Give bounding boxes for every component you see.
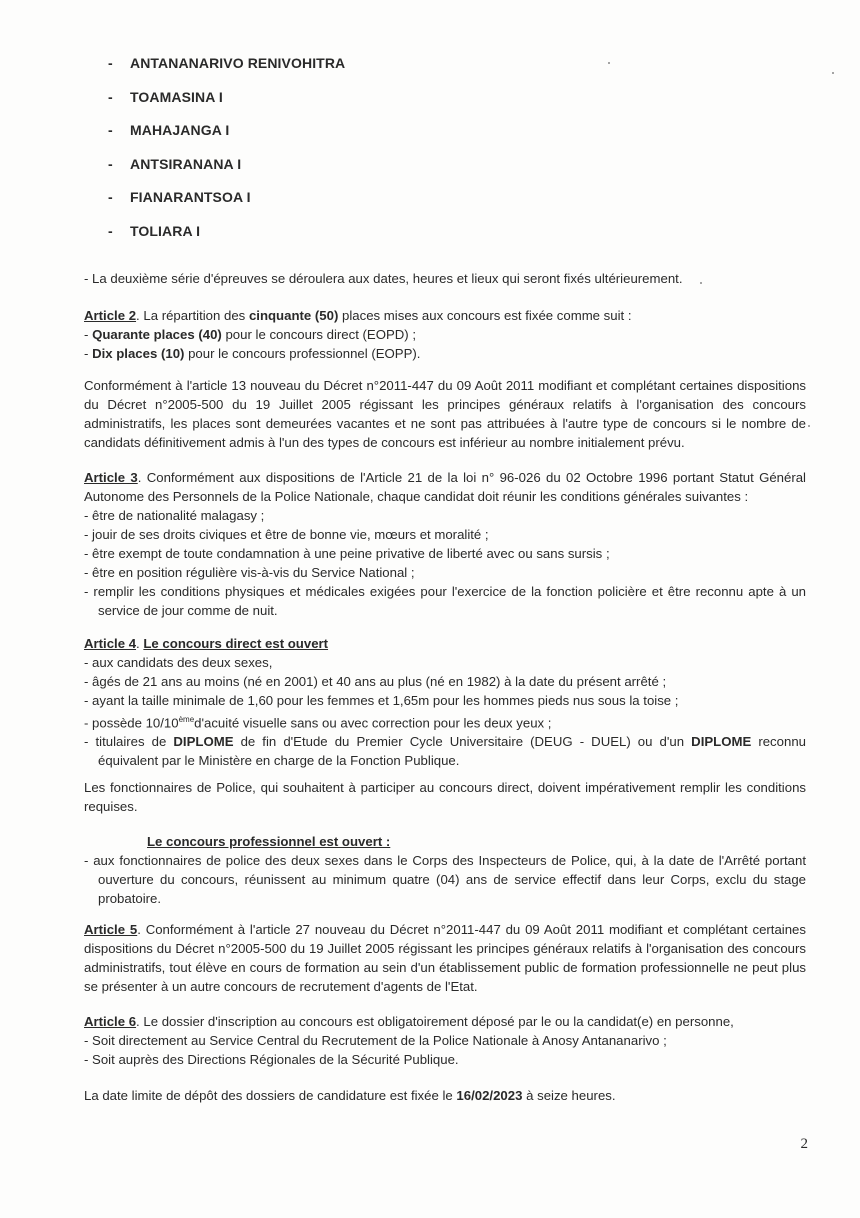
civil-servants-note: Les fonctionnaires de Police, qui souhaitent à participer au concours direct, doivent impérativement remplir les conditions requises. [84,780,806,814]
location-list [108,55,345,256]
location-item: - ANTANANARIVO RENIVOHITRA [108,55,346,71]
professional-competition [84,832,806,908]
deadline-line: La date limite de dépôt des dossiers de candidature est fixée le 16/02/2023 à seize heures. [84,1088,616,1103]
eligibility-item: - titulaires de DIPLOME de fin d'Etude du Premier Cycle Universitaire (DEUG - DUEL) ou d'un DIPLOME reconnu équivalent par le Ministère en charge de la Fonction Publique. [84,734,806,769]
article-4-label: Article 4 [84,636,137,651]
page-number: 2 [800,1136,808,1152]
paragraph-vacancies: Conformément à l'article 13 nouveau du Décret n°2011-447 du 09 Août 2011 modifiant et complétant certaines dispositions du Décret n°2005-500 du 19 Juillet 2005 régissant les principes généraux relatifs à l'organisation des concours administratifs, les places sont demeurées vacantes et ne sont pas attribuées à l'autre type de concours si le nombre de candidats définitivement admis à l'un des types de concours est inférieur au nombre initialement prévu. [84,378,806,450]
professional-item: - aux fonctionnaires de police des deux sexes dans le Corps des Inspecteurs de Police, qui, à la date de l'Arrêté portant ouverture du concours, réunissent au minimum quatre (04) ans de service effectif dans leur Corps, exclu du stage probatoire. [84,853,806,906]
deadline-date: 16/02/2023 [456,1088,523,1103]
location-item: - TOLIARA I [108,222,201,239]
condition-item: - être exempt de toute condamnation à une peine privative de liberté avec ou sans sursis ; [84,546,610,561]
scan-speck [832,72,834,74]
scan-speck [608,62,610,64]
scan-speck [700,282,702,284]
article-2-label: Article 2 [84,308,137,323]
article-3: Article 3. Conformément aux dispositions de l'Article 21 de la loi n° 96-026 du 02 Octobre 1996 portant Statut Général Autonome des Personnels de la Police Nationale, chaque candidat doit réunir les conditions générales suivantes : - être de nationalité malagasy ; - jouir de ses droits civiques et être de bonne vie, mœurs et moralité ; - être exempt de toute condamnation à une peine privative de liberté avec ou sans sursis ; - être en position régulière vis-à-vis du Service National ; - remplir les conditions physiques et médicales exigées pour l'exercice de la fonction policière et être reconnu apte à un service de jour comme de nuit. [84,470,806,618]
eligibility-item: - ayant la taille minimale de 1,60 pour les femmes et 1,65m pour les hommes pieds nus sous la toise ; [84,693,679,708]
condition-item: - jouir de ses droits civiques et être de bonne vie, mœurs et moralité ; [84,527,489,542]
article-6: Article 6. Le dossier d'inscription au concours est obligatoirement déposé par le ou la candidat(e) en personne, - Soit directement au Service Central du Recrutement de la Police Nationale à Anosy Antananarivo ; - Soit auprès des Directions Régionales de la Sécurité Publique. [84,1012,806,1069]
eligibility-item: - aux candidats des deux sexes, [84,655,273,670]
location-item: - MAHAJANGA I [108,122,230,138]
eligibility-item: - possède 10/10èmed'acuité visuelle sans ou avec correction pour les deux yeux ; [84,715,552,731]
location-item: - ANTSIRANANA I [108,155,242,172]
condition-item: - être en position régulière vis-à-vis du Service National ; [84,565,415,580]
article-2: Article 2. La répartition des cinquante (50) places mises aux concours est fixée comme suit : - Quarante places (40) pour le concours direct (EOPD) ; - Dix places (10) pour le concours professionnel (EOPP). [84,308,632,361]
eligibility-item: - âgés de 21 ans au moins (né en 2001) et 40 ans au plus (né en 1982) à la date du présent arrêté ; [84,674,667,689]
article-4: Article 4. Le concours direct est ouvert - aux candidats des deux sexes, - âgés de 21 ans au moins (né en 2001) et 40 ans au plus (né en 1982) à la date du présent arrêté ; - ayant la taille minimale de 1,60 pour les femmes et 1,65m pour les hommes pieds nus sous la toise ; - possède 10/10èmed'acuité visuelle sans ou avec correction pour les deux yeux ; - titulaires de DIPLOME de fin d'Etude du Premier Cycle Universitaire (DEUG - DUEL) ou d'un DIPLOME reconnu équivalent par le Ministère en charge de la Fonction Publique. [84,636,806,769]
second-series-note: - La deuxième série d'épreuves se déroulera aux dates, heures et lieux qui seront fixés ultérieurement. [84,271,683,286]
article-3-label: Article 3 [84,470,138,485]
location-item: - FIANARANTSOA I [108,189,251,205]
article-5-label: Article 5 [84,922,138,937]
direct-competition-heading: Le concours direct est ouvert [143,636,329,651]
article-5: Article 5. Conformément à l'article 27 nouveau du Décret n°2011-447 du 09 Août 2011 modifiant et complétant certaines dispositions du Décret n°2005-500 du 19 Juillet 2005 régissant les principes généraux relatifs à l'organisation des concours administratifs, tout élève en cours de formation au sein d'un établissement public de formation professionnelle ne peut plus se présenter à un autre concours de recrutement d'agents de l'Etat. [84,922,806,994]
submission-item: - Soit auprès des Directions Régionales de la Sécurité Publique. [84,1052,459,1067]
professional-competition-heading: Le concours professionnel est ouvert : [147,834,391,849]
submission-item: - Soit directement au Service Central du Recrutement de la Police Nationale à Anosy Antananarivo ; [84,1033,667,1048]
condition-item: - remplir les conditions physiques et médicales exigées pour l'exercice de la fonction policière et être reconnu apte à un service de jour comme de nuit. [84,584,806,618]
article-6-label: Article 6 [84,1014,137,1029]
condition-item: - être de nationalité malagasy ; [84,508,265,523]
scan-speck [808,425,810,427]
location-item: - TOAMASINA I [108,88,223,105]
